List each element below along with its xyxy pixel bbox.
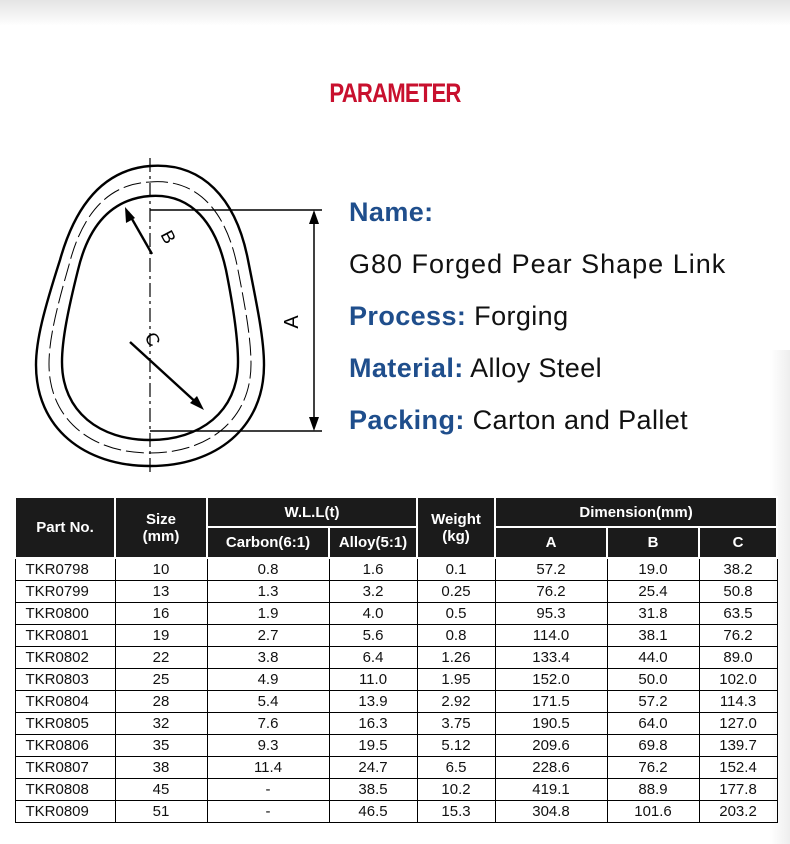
alloy-wll-cell: 46.5 bbox=[329, 801, 417, 823]
carbon-wll-cell: 5.4 bbox=[207, 691, 329, 713]
header-weight bbox=[417, 497, 495, 558]
dim-a-cell: 228.6 bbox=[495, 757, 607, 779]
table-row bbox=[15, 735, 777, 757]
part-no-cell: TKR0809 bbox=[15, 801, 115, 823]
material-value: Alloy Steel bbox=[470, 353, 603, 383]
part-no-cell: TKR0804 bbox=[15, 691, 115, 713]
size-cell: 51 bbox=[115, 801, 207, 823]
dim-a-cell: 304.8 bbox=[495, 801, 607, 823]
info-packing-line bbox=[349, 405, 688, 436]
dim-c-cell: 38.2 bbox=[699, 558, 777, 581]
weight-cell: 0.5 bbox=[417, 603, 495, 625]
dim-b-cell: 57.2 bbox=[607, 691, 699, 713]
dim-b-cell: 19.0 bbox=[607, 558, 699, 581]
dim-a-cell: 76.2 bbox=[495, 581, 607, 603]
alloy-wll-cell: 38.5 bbox=[329, 779, 417, 801]
dim-a-cell: 209.6 bbox=[495, 735, 607, 757]
part-no-cell: TKR0799 bbox=[15, 581, 115, 603]
carbon-wll-cell: 7.6 bbox=[207, 713, 329, 735]
dim-a-cell: 114.0 bbox=[495, 625, 607, 647]
table-row bbox=[15, 581, 777, 603]
size-cell: 13 bbox=[115, 581, 207, 603]
dim-a-arrow-top bbox=[309, 210, 319, 224]
info-material-line bbox=[349, 353, 602, 384]
header-dim-b: B bbox=[607, 527, 699, 558]
material-label: Material: bbox=[349, 353, 464, 383]
size-cell: 10 bbox=[115, 558, 207, 581]
carbon-wll-cell: 0.8 bbox=[207, 558, 329, 581]
dim-a-arrow-bottom bbox=[309, 417, 319, 431]
dim-c-cell: 89.0 bbox=[699, 647, 777, 669]
weight-cell: 3.75 bbox=[417, 713, 495, 735]
weight-cell: 10.2 bbox=[417, 779, 495, 801]
header-dim-a: A bbox=[495, 527, 607, 558]
carbon-wll-cell: 1.9 bbox=[207, 603, 329, 625]
header-weight-label: Weight bbox=[431, 510, 481, 528]
process-value: Forging bbox=[474, 301, 569, 331]
dim-a-cell: 95.3 bbox=[495, 603, 607, 625]
header-size-label: Size bbox=[145, 510, 176, 528]
alloy-wll-cell: 1.6 bbox=[329, 558, 417, 581]
header-dimension: Dimension(mm) bbox=[495, 497, 777, 527]
table-row bbox=[15, 603, 777, 625]
dim-a-cell: 152.0 bbox=[495, 669, 607, 691]
size-cell: 32 bbox=[115, 713, 207, 735]
dim-a-cell: 419.1 bbox=[495, 779, 607, 801]
carbon-wll-cell: - bbox=[207, 801, 329, 823]
part-no-cell: TKR0806 bbox=[15, 735, 115, 757]
dim-c-cell: 102.0 bbox=[699, 669, 777, 691]
weight-cell: 1.95 bbox=[417, 669, 495, 691]
pear-link-drawing bbox=[30, 150, 330, 480]
dim-b-cell: 44.0 bbox=[607, 647, 699, 669]
spec-table-body bbox=[15, 558, 777, 823]
spec-table bbox=[14, 496, 778, 823]
dim-b-cell: 38.1 bbox=[607, 625, 699, 647]
size-cell: 28 bbox=[115, 691, 207, 713]
weight-cell: 2.92 bbox=[417, 691, 495, 713]
alloy-wll-cell: 16.3 bbox=[329, 713, 417, 735]
alloy-wll-cell: 5.6 bbox=[329, 625, 417, 647]
dim-b-cell: 31.8 bbox=[607, 603, 699, 625]
dim-b-cell: 101.6 bbox=[607, 801, 699, 823]
size-cell: 16 bbox=[115, 603, 207, 625]
header-alloy: Alloy(5:1) bbox=[329, 527, 417, 558]
part-no-cell: TKR0801 bbox=[15, 625, 115, 647]
dim-b-cell: 64.0 bbox=[607, 713, 699, 735]
dim-b-cell: 88.9 bbox=[607, 779, 699, 801]
dim-c-line bbox=[130, 342, 200, 406]
packing-label: Packing: bbox=[349, 405, 465, 435]
table-row bbox=[15, 713, 777, 735]
dim-b-cell: 25.4 bbox=[607, 581, 699, 603]
table-row bbox=[15, 801, 777, 823]
header-size-unit: (mm) bbox=[142, 527, 180, 545]
table-row bbox=[15, 757, 777, 779]
dim-a-label: A bbox=[281, 315, 303, 329]
process-label: Process: bbox=[349, 301, 467, 331]
alloy-wll-cell: 3.2 bbox=[329, 581, 417, 603]
dim-c-cell: 114.3 bbox=[699, 691, 777, 713]
dim-c-cell: 127.0 bbox=[699, 713, 777, 735]
size-cell: 19 bbox=[115, 625, 207, 647]
part-no-cell: TKR0808 bbox=[15, 779, 115, 801]
table-row bbox=[15, 779, 777, 801]
carbon-wll-cell: 11.4 bbox=[207, 757, 329, 779]
info-name-line bbox=[349, 197, 434, 228]
carbon-wll-cell: 1.3 bbox=[207, 581, 329, 603]
dim-c-cell: 152.4 bbox=[699, 757, 777, 779]
dim-b-label: B bbox=[156, 226, 180, 247]
header-wll: W.L.L(t) bbox=[207, 497, 417, 527]
alloy-wll-cell: 11.0 bbox=[329, 669, 417, 691]
dim-b-cell: 50.0 bbox=[607, 669, 699, 691]
size-cell: 45 bbox=[115, 779, 207, 801]
header-part-no: Part No. bbox=[15, 497, 115, 558]
info-name-value: G80 Forged Pear Shape Link bbox=[349, 249, 727, 279]
part-no-cell: TKR0800 bbox=[15, 603, 115, 625]
table-row bbox=[15, 558, 777, 581]
table-row bbox=[15, 669, 777, 691]
dim-a-cell: 171.5 bbox=[495, 691, 607, 713]
header-weight-unit: (kg) bbox=[442, 527, 470, 545]
alloy-wll-cell: 6.4 bbox=[329, 647, 417, 669]
carbon-wll-cell: 2.7 bbox=[207, 625, 329, 647]
dim-c-label: C bbox=[140, 328, 165, 350]
dim-c-cell: 50.8 bbox=[699, 581, 777, 603]
dim-b-cell: 76.2 bbox=[607, 757, 699, 779]
weight-cell: 0.8 bbox=[417, 625, 495, 647]
part-no-cell: TKR0805 bbox=[15, 713, 115, 735]
dim-c-cell: 63.5 bbox=[699, 603, 777, 625]
part-no-cell: TKR0803 bbox=[15, 669, 115, 691]
carbon-wll-cell: - bbox=[207, 779, 329, 801]
size-cell: 35 bbox=[115, 735, 207, 757]
dim-a-cell: 190.5 bbox=[495, 713, 607, 735]
carbon-wll-cell: 9.3 bbox=[207, 735, 329, 757]
carbon-wll-cell: 3.8 bbox=[207, 647, 329, 669]
weight-cell: 15.3 bbox=[417, 801, 495, 823]
dim-c-cell: 139.7 bbox=[699, 735, 777, 757]
weight-cell: 0.25 bbox=[417, 581, 495, 603]
dim-a-cell: 57.2 bbox=[495, 558, 607, 581]
dim-c-cell: 76.2 bbox=[699, 625, 777, 647]
weight-cell: 6.5 bbox=[417, 757, 495, 779]
part-no-cell: TKR0802 bbox=[15, 647, 115, 669]
alloy-wll-cell: 19.5 bbox=[329, 735, 417, 757]
part-no-cell: TKR0798 bbox=[15, 558, 115, 581]
alloy-wll-cell: 13.9 bbox=[329, 691, 417, 713]
dim-c-cell: 203.2 bbox=[699, 801, 777, 823]
header-carbon: Carbon(6:1) bbox=[207, 527, 329, 558]
alloy-wll-cell: 4.0 bbox=[329, 603, 417, 625]
header-size bbox=[115, 497, 207, 558]
dim-b-cell: 69.8 bbox=[607, 735, 699, 757]
table-row bbox=[15, 647, 777, 669]
size-cell: 22 bbox=[115, 647, 207, 669]
dim-c-cell: 177.8 bbox=[699, 779, 777, 801]
table-row bbox=[15, 625, 777, 647]
size-cell: 38 bbox=[115, 757, 207, 779]
part-no-cell: TKR0807 bbox=[15, 757, 115, 779]
packing-value: Carton and Pallet bbox=[472, 405, 689, 435]
page-title: PARAMETER bbox=[329, 78, 461, 108]
carbon-wll-cell: 4.9 bbox=[207, 669, 329, 691]
alloy-wll-cell: 24.7 bbox=[329, 757, 417, 779]
header-dim-c: C bbox=[699, 527, 777, 558]
name-label: Name: bbox=[349, 197, 434, 227]
weight-cell: 1.26 bbox=[417, 647, 495, 669]
top-gradient-band bbox=[0, 0, 790, 26]
table-row bbox=[15, 691, 777, 713]
weight-cell: 5.12 bbox=[417, 735, 495, 757]
size-cell: 25 bbox=[115, 669, 207, 691]
weight-cell: 0.1 bbox=[417, 558, 495, 581]
dim-a-cell: 133.4 bbox=[495, 647, 607, 669]
info-process-line bbox=[349, 301, 569, 332]
